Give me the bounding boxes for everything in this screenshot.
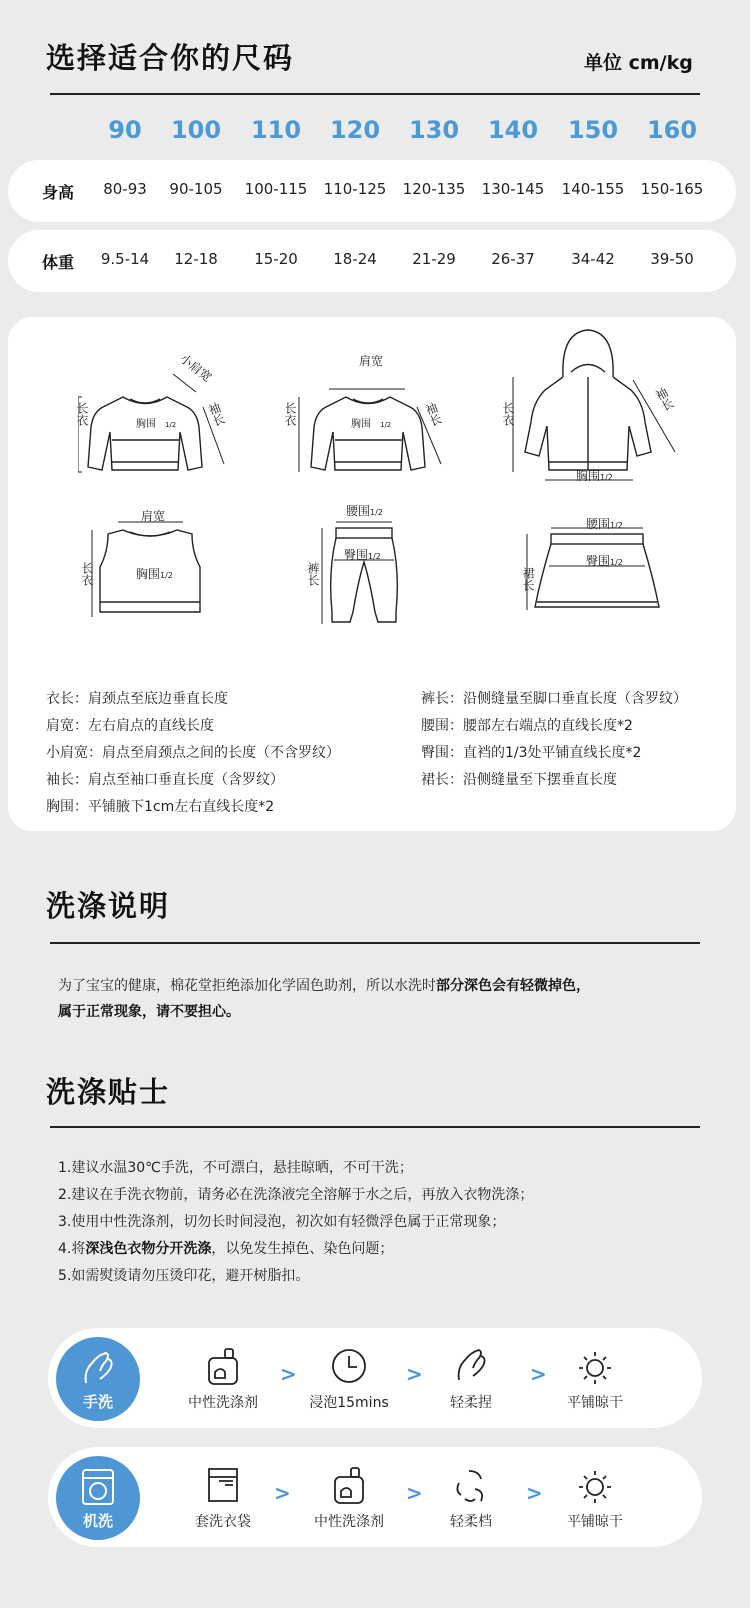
wash-tip: 4.将深浅色衣物分开洗涤，以免发生掉色、染色问题； (58, 1241, 394, 1257)
sun-icon (575, 1346, 615, 1386)
arrow-icon: > (406, 1362, 423, 1386)
size-140: 140 (487, 116, 539, 144)
size-header-row (0, 116, 750, 152)
sleeve-label: 袖长 (205, 400, 227, 428)
height-value: 150-165 (640, 180, 704, 198)
length-label: 长衣 (501, 402, 515, 426)
weight-value: 39-50 (650, 250, 694, 268)
definition-text: 裤长：沿侧缝量至脚口垂直长度（含罗纹） (421, 691, 687, 707)
step-label: 平铺晾干 (567, 1514, 623, 1530)
waist-label: 腰围1/2 (346, 504, 383, 518)
step-label: 浸泡15mins (309, 1395, 389, 1411)
chest-label: 胸围 (351, 419, 371, 430)
sleeve-label: 袖长 (652, 385, 676, 414)
height-value: 120-135 (402, 180, 466, 198)
hand-wash-row (48, 1328, 702, 1428)
height-value: 140-155 (561, 180, 625, 198)
detergent-bottle-icon (203, 1346, 243, 1386)
hip-label: 臀围1/2 (586, 554, 623, 568)
definition-text: 裙长：沿侧缝量至下摆垂直长度 (421, 772, 617, 788)
wash-note-line: 为了宝宝的健康，棉花堂拒绝添加化学固色助剂，所以水洗时部分深色会有轻微掉色， (58, 978, 590, 994)
height-value: 110-125 (323, 180, 387, 198)
length-label: 长衣 (75, 402, 89, 426)
chest-label: 胸围1/2 (136, 567, 173, 581)
weight-value: 15-20 (254, 250, 298, 268)
height-value: 90-105 (169, 180, 223, 198)
hand-icon (451, 1346, 491, 1386)
weight-value: 12-18 (174, 250, 218, 268)
height-value: 100-115 (244, 180, 308, 198)
weight-row (8, 230, 736, 292)
definition-text: 腰围：腰部左右端点的直线长度*2 (421, 718, 633, 734)
pants-diagram (308, 512, 418, 632)
weight-value: 9.5-14 (100, 250, 150, 268)
weight-value: 21-29 (412, 250, 456, 268)
wash-tips-title: 洗涤贴士 (46, 1075, 171, 1109)
step-gentle-cycle (416, 1447, 526, 1547)
step-detergent (168, 1328, 278, 1428)
clock-icon (329, 1346, 369, 1386)
size-130: 130 (408, 116, 460, 144)
detergent-bottle-icon (329, 1465, 369, 1505)
wash-tip: 2.建议在手洗衣物前，请务必在洗涤液完全溶解于水之后，再放入衣物洗涤； (58, 1187, 534, 1203)
chest-label: 胸围 (136, 419, 156, 430)
height-row (8, 160, 736, 222)
wash-tip: 5.如需熨烫请勿压烫印花，避开树脂扣。 (58, 1268, 310, 1284)
arrow-icon: > (280, 1362, 297, 1386)
machine-wash-label: 机洗 (82, 1512, 113, 1530)
wash-tip: 3.使用中性洗涤剂，切勿长时间浸泡，初次如有轻微浮色属于正常现象； (58, 1214, 506, 1230)
definition-text: 衣长：肩颈点至底边垂直长度 (46, 691, 228, 707)
skirt-diagram (523, 522, 673, 622)
size-160: 160 (646, 116, 698, 144)
weight-value: 18-24 (333, 250, 377, 268)
divider (50, 93, 700, 95)
laundry-bag-icon (203, 1465, 243, 1505)
definition-text: 小肩宽：肩点至肩颈点之间的长度（不含罗纹） (46, 745, 340, 761)
measurement-card (8, 317, 736, 831)
weight-label: 体重 (42, 253, 75, 272)
pants-length-label: 裤长 (306, 562, 320, 586)
size-150: 150 (567, 116, 619, 144)
arrow-icon: > (530, 1362, 547, 1386)
size-100: 100 (170, 116, 222, 144)
step-soak (294, 1328, 404, 1428)
step-label: 轻柔捏 (450, 1395, 492, 1411)
wash-tip: 1.建议水温30℃手洗，不可漂白，悬挂晾晒，不可干洗； (58, 1160, 413, 1176)
hip-label: 臀围1/2 (344, 548, 381, 562)
small-shoulder-label: 小肩宽 (177, 351, 215, 385)
size-title: 选择适合你的尺码 (46, 41, 295, 75)
arrow-icon: > (274, 1481, 291, 1505)
step-dry-flat (540, 1447, 650, 1547)
length-label: 长衣 (283, 402, 297, 426)
step-gentle-squeeze (416, 1328, 526, 1428)
skirt-length-label: 裙长 (521, 567, 535, 591)
hand-wash-badge (56, 1337, 140, 1421)
divider (50, 942, 700, 944)
size-90: 90 (108, 116, 142, 144)
step-detergent (294, 1447, 404, 1547)
machine-wash-row (48, 1447, 702, 1547)
size-120: 120 (329, 116, 381, 144)
height-value: 130-145 (481, 180, 545, 198)
definition-text: 肩宽：左右肩点的直线长度 (46, 718, 214, 734)
unit-label: 单位 cm/kg (584, 52, 693, 74)
length-label: 长衣 (80, 562, 94, 586)
hand-icon (78, 1349, 118, 1389)
height-label: 身高 (42, 183, 75, 202)
weight-value: 34-42 (571, 250, 615, 268)
step-label: 中性洗涤剂 (314, 1514, 384, 1530)
arrow-icon: > (526, 1481, 543, 1505)
waist-label: 腰围1/2 (586, 517, 623, 531)
step-label: 套洗衣袋 (195, 1514, 251, 1530)
step-dry-flat (540, 1328, 650, 1428)
step-label: 中性洗涤剂 (188, 1395, 258, 1411)
arrow-icon: > (406, 1481, 423, 1505)
size-110: 110 (250, 116, 302, 144)
wash-note-line: 属于正常现象，请不要担心。 (58, 1004, 240, 1020)
washing-machine-icon (80, 1468, 116, 1506)
step-label: 平铺晾干 (567, 1395, 623, 1411)
machine-wash-badge (56, 1456, 140, 1540)
step-laundry-bag (168, 1447, 278, 1547)
definition-text: 胸围：平铺腋下1cm左右直线长度*2 (46, 799, 275, 815)
chest-label: 胸围1/2 (576, 469, 613, 483)
sleeve-label: 袖长 (422, 400, 444, 428)
definition-text: 袖长：肩点至袖口垂直长度（含罗纹） (46, 772, 284, 788)
shoulder-label: 肩宽 (359, 354, 384, 368)
shoulder-label: 肩宽 (141, 509, 166, 523)
definition-text: 臀围：直裆的1/3处平铺直线长度*2 (421, 745, 642, 761)
height-value: 80-93 (103, 180, 147, 198)
half-mark: 1/2 (165, 421, 177, 429)
weight-value: 26-37 (491, 250, 535, 268)
half-mark: 1/2 (380, 421, 392, 429)
step-label: 轻柔档 (450, 1514, 492, 1530)
wash-note-title: 洗涤说明 (46, 889, 171, 923)
sun-icon (575, 1465, 615, 1505)
hand-wash-label: 手洗 (82, 1393, 113, 1411)
divider (50, 1126, 700, 1128)
gentle-cycle-icon (451, 1465, 491, 1505)
